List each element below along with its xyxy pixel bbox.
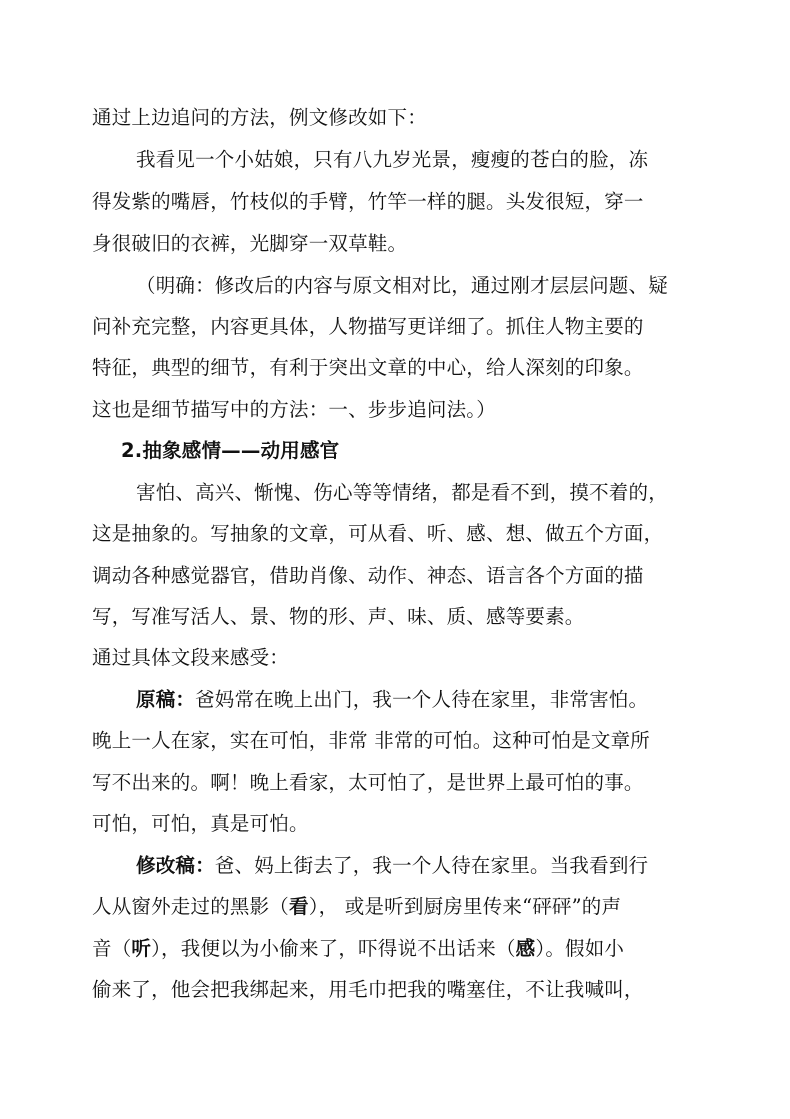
sense-keyword: 看 — [289, 895, 309, 918]
line-text: ）， 或是听到厨房里传来“砰砰”的声 — [308, 895, 622, 918]
sense-keyword: 感 — [515, 937, 536, 960]
sense-keyword: 听 — [131, 937, 152, 960]
paragraph-line: （明确：修改后的内容与原文相对比，通过刚才层层问题、疑 — [136, 274, 668, 297]
paragraph-line: 这是抽象的。写抽象的文章，可从看、听、感、想、做五个方面， — [92, 522, 664, 545]
paragraph-line — [136, 686, 648, 714]
line-text: ），我便以为小偷来了，吓得说不出话来（ — [151, 937, 516, 960]
paragraph-line: 得发紫的嘴唇，竹枝似的手臂，竹竿一样的腿。头发很短，穿一 — [92, 190, 644, 213]
original-draft-label: 原稿： — [136, 688, 196, 711]
line-text: 爸妈常在晚上出门，我一个人待在家里，非常害怕。 — [195, 688, 649, 711]
paragraph-line: 通过上边追问的方法，例文修改如下： — [92, 106, 427, 129]
paragraph-line: 害怕、高兴、惭愧、伤心等等情绪，都是看不到，摸不着的， — [136, 481, 668, 504]
paragraph-line: 调动各种感觉器官，借助肖像、动作、神态、语言各个方面的描 — [92, 564, 644, 587]
line-text: 人从窗外走过的黑影（ — [92, 895, 290, 918]
line-text: 音（ — [92, 937, 132, 960]
paragraph-line: 偷来了，他会把我绑起来，用毛巾把我的嘴塞住，不让我喊叫， — [92, 978, 644, 1001]
paragraph-line — [92, 893, 621, 921]
paragraph-line: 晚上一人在家，实在可怕，非常 非常的可怕。这种可怕是文章所 — [92, 729, 650, 752]
paragraph-line: 特征，典型的细节，有利于突出文章的中心，给人深刻的印象。 — [92, 356, 644, 379]
paragraph-line: 身很破旧的衣裤，光脚穿一双草鞋。 — [92, 232, 408, 255]
paragraph-line — [92, 935, 624, 963]
revised-draft-label: 修改稿： — [136, 854, 215, 877]
line-text: 爸、妈上街去了，我一个人待在家里。当我看到行 — [214, 854, 649, 877]
paragraph-line: 可怕，可怕，真是可怕。 — [92, 812, 309, 835]
paragraph-line — [136, 852, 648, 880]
paragraph-line: 通过具体文段来感受： — [92, 646, 290, 669]
paragraph-line: 问补充完整，内容更具体，人物描写更详细了。抓住人物主要的 — [92, 315, 644, 338]
section-heading: 2.抽象感情——动用感官 — [121, 439, 340, 462]
paragraph-line: 这也是细节描写中的方法：一、步步追问法。） — [92, 398, 496, 421]
paragraph-line: 写，写准写活人、景、物的形、声、味、质、感等要素。 — [92, 605, 585, 628]
line-text: ）。假如小 — [535, 937, 625, 960]
paragraph-line: 我看见一个小姑娘，只有八九岁光景，瘦瘦的苍白的脸，冻 — [136, 148, 649, 171]
paragraph-line: 写不出来的。啊！晚上看家，太可怕了，是世界上最可怕的事。 — [92, 771, 644, 794]
